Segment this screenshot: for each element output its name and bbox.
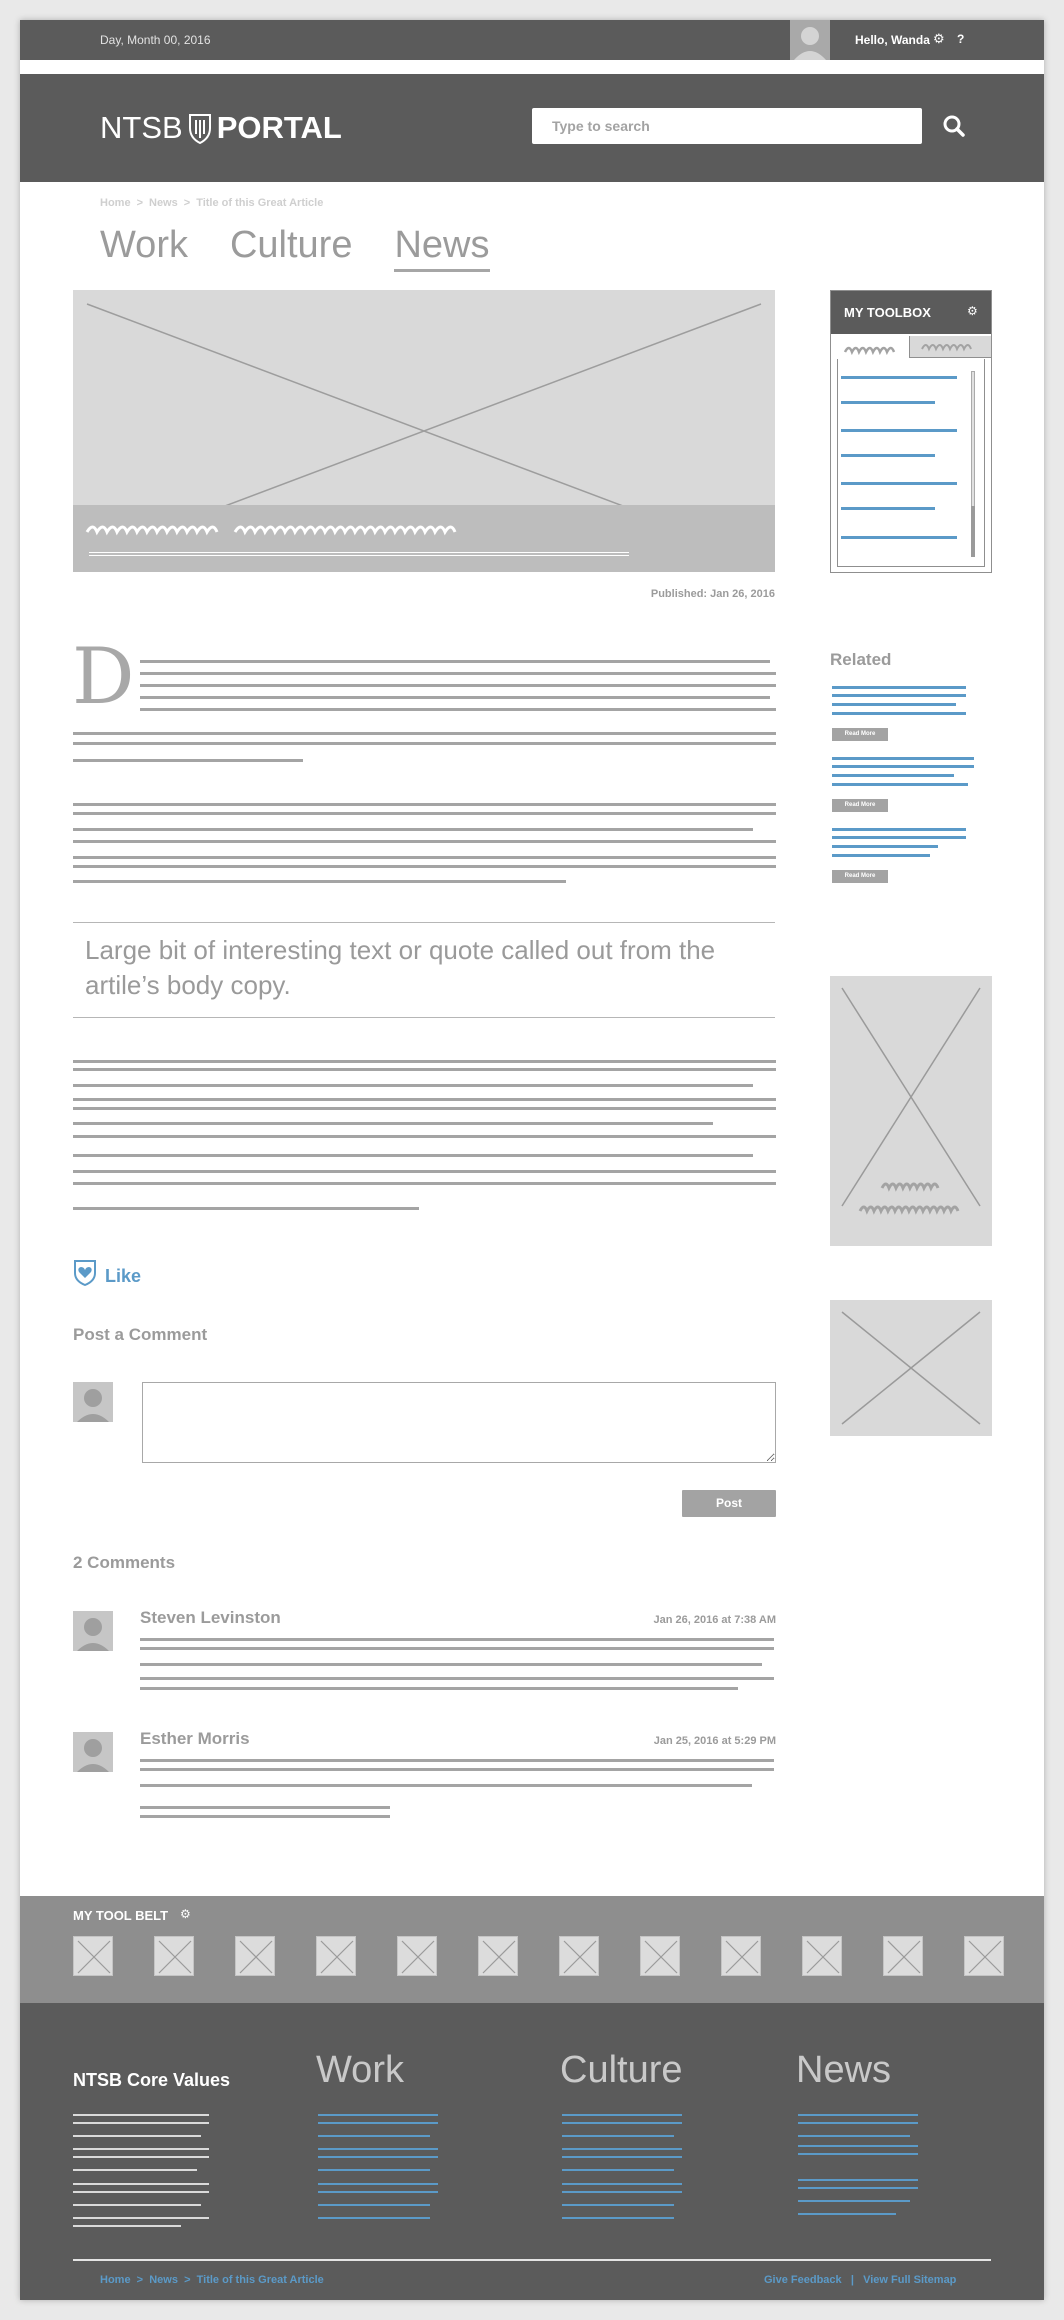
- drop-cap: D: [72, 632, 135, 722]
- user-greeting: Hello, Wanda: [855, 33, 930, 47]
- sidebar-ad-small[interactable]: [830, 1300, 992, 1436]
- toolbox-scroll-thumb[interactable]: [971, 506, 975, 557]
- footer-breadcrumb-news[interactable]: News: [149, 2274, 178, 2286]
- shield-icon: [188, 112, 212, 144]
- commenter-avatar: [73, 1382, 113, 1422]
- tool-placeholder-icon: [236, 1937, 275, 1976]
- site-header: [20, 74, 1044, 182]
- tab-news[interactable]: News: [394, 224, 489, 272]
- tool-placeholder-icon: [317, 1937, 356, 1976]
- heart-shield-icon: [73, 1258, 97, 1286]
- breadcrumb-news[interactable]: News: [149, 197, 178, 209]
- tool-placeholder-icon: [479, 1937, 518, 1976]
- view-sitemap-link[interactable]: View Full Sitemap: [863, 2274, 957, 2286]
- section-tabs: [100, 224, 532, 272]
- logo-portal-text: PORTAL: [216, 110, 342, 145]
- tool-belt-slot[interactable]: [478, 1936, 518, 1976]
- footer-breadcrumb-current[interactable]: Title of this Great Article: [196, 2274, 324, 2286]
- logo-ntsb-text: NTSB: [100, 110, 183, 145]
- tool-belt: [20, 1896, 1044, 2003]
- toolbox-widget: [830, 290, 992, 573]
- tool-belt-slot[interactable]: [235, 1936, 275, 1976]
- breadcrumb-current: Title of this Great Article: [196, 197, 324, 209]
- tool-belt-slot[interactable]: [883, 1936, 923, 1976]
- tool-placeholder-icon: [965, 1937, 1004, 1976]
- site-footer: [20, 2003, 1044, 2300]
- related-heading: Related: [830, 650, 892, 669]
- like-label: Like: [105, 1266, 142, 1286]
- tab-label-scribble: [910, 336, 990, 356]
- hero-caption-lines: [89, 552, 629, 556]
- toolbox-tab-1[interactable]: [837, 338, 907, 358]
- pull-quote: [73, 922, 775, 1018]
- tool-placeholder-icon: [560, 1937, 599, 1976]
- read-more-button[interactable]: Read More: [832, 799, 888, 812]
- tab-label-scribble: [837, 338, 907, 358]
- tool-placeholder-icon: [803, 1937, 842, 1976]
- breadcrumb-separator: >: [136, 197, 143, 209]
- sidebar-ad-tall[interactable]: [830, 976, 992, 1246]
- footer-link-divider: |: [850, 2274, 854, 2286]
- user-silhouette-icon: [73, 1732, 113, 1772]
- comment-count: 2 Comments: [73, 1553, 176, 1572]
- footer-breadcrumb-home[interactable]: Home: [100, 2274, 131, 2286]
- tool-belt-slot[interactable]: [73, 1936, 113, 1976]
- post-button[interactable]: Post: [682, 1490, 776, 1517]
- tool-belt-slot[interactable]: [964, 1936, 1004, 1976]
- give-feedback-link[interactable]: Give Feedback: [764, 2274, 842, 2286]
- post-comment-heading: Post a Comment: [73, 1325, 208, 1344]
- tool-belt-slot[interactable]: [316, 1936, 356, 1976]
- user-silhouette-icon: [73, 1611, 113, 1651]
- current-date: Day, Month 00, 2016: [100, 33, 211, 47]
- help-icon[interactable]: ?: [957, 32, 965, 46]
- comment-textarea[interactable]: [142, 1382, 776, 1463]
- comment-date: Jan 25, 2016 at 5:29 PM: [653, 1735, 776, 1747]
- tab-work[interactable]: Work: [100, 224, 188, 266]
- gear-icon[interactable]: ⚙: [967, 304, 978, 318]
- top-utility-bar: [20, 20, 1044, 60]
- user-silhouette-icon: [790, 20, 830, 60]
- breadcrumb-separator: >: [183, 197, 191, 209]
- tool-placeholder-icon: [398, 1937, 437, 1976]
- like-button[interactable]: [73, 1258, 141, 1291]
- footer-links: [764, 2274, 956, 2286]
- breadcrumb-home[interactable]: Home: [100, 197, 131, 209]
- tool-belt-title: MY TOOL BELT: [73, 1908, 169, 1923]
- tool-belt-slot[interactable]: [154, 1936, 194, 1976]
- comment-author[interactable]: Esther Morris: [140, 1729, 250, 1748]
- footer-col-work[interactable]: Work: [316, 2049, 404, 2091]
- footer-breadcrumb: Home > News > Title of this Great Article: [100, 2274, 324, 2286]
- read-more-button[interactable]: Read More: [832, 728, 888, 741]
- tool-belt-slot[interactable]: [559, 1936, 599, 1976]
- comment-avatar: [73, 1732, 113, 1772]
- page-frame: [20, 20, 1044, 2300]
- image-placeholder-icon: [830, 976, 992, 1246]
- user-avatar[interactable]: [790, 20, 830, 60]
- user-silhouette-icon: [73, 1382, 113, 1422]
- search-input[interactable]: [532, 108, 922, 144]
- tool-placeholder-icon: [722, 1937, 761, 1976]
- tool-placeholder-icon: [884, 1937, 923, 1976]
- toolbox-title: MY TOOLBOX: [844, 305, 931, 320]
- tool-belt-slot[interactable]: [397, 1936, 437, 1976]
- portal-logo[interactable]: [100, 110, 342, 146]
- comment-date: Jan 26, 2016 at 7:38 AM: [653, 1614, 776, 1626]
- hero-image: [73, 290, 775, 572]
- footer-col-culture[interactable]: Culture: [560, 2049, 683, 2091]
- footer-divider: [73, 2259, 991, 2261]
- footer-col-news[interactable]: News: [796, 2049, 892, 2091]
- image-placeholder-icon: [830, 1300, 992, 1436]
- search-icon[interactable]: [942, 114, 966, 138]
- read-more-button[interactable]: Read More: [832, 870, 888, 883]
- gear-icon[interactable]: ⚙: [933, 31, 945, 46]
- tool-belt-slot[interactable]: [640, 1936, 680, 1976]
- toolbox-tab-2[interactable]: [909, 336, 991, 358]
- comment-author[interactable]: Steven Levinston: [140, 1608, 281, 1627]
- gear-icon[interactable]: ⚙: [180, 1907, 191, 1921]
- breadcrumb: [100, 197, 329, 209]
- tab-culture[interactable]: Culture: [229, 224, 353, 266]
- publish-date: Published: Jan 26, 2016: [650, 588, 775, 600]
- pull-quote-text: Large bit of interesting text or quote called out from the artile’s body copy.: [85, 935, 716, 1000]
- tool-placeholder-icon: [155, 1937, 194, 1976]
- tool-placeholder-icon: [74, 1937, 113, 1976]
- tool-belt-slot[interactable]: [802, 1936, 842, 1976]
- comment-avatar: [73, 1611, 113, 1651]
- tool-belt-slot[interactable]: [721, 1936, 761, 1976]
- core-values-heading: NTSB Core Values: [73, 2070, 231, 2090]
- tool-placeholder-icon: [641, 1937, 680, 1976]
- hero-caption-scribble: [85, 518, 465, 540]
